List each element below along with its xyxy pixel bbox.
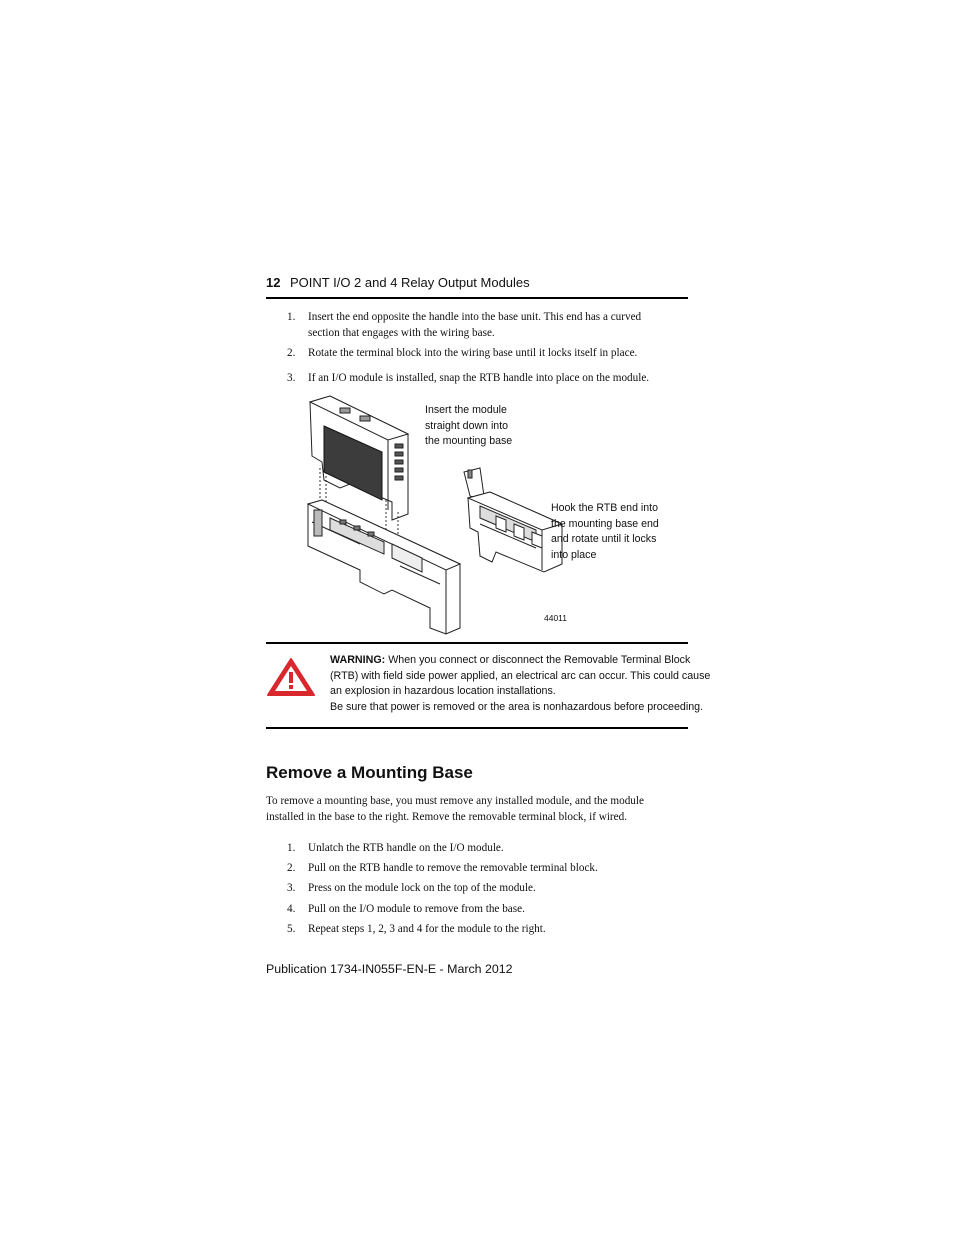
warning-line: (RTB) with field side power applied, an electrical arc can occur. This could cause <box>330 669 711 682</box>
running-header-title: POINT I/O 2 and 4 Relay Output Modules <box>290 275 530 290</box>
callout-line: Insert the module <box>425 404 507 416</box>
callout-line: straight down into <box>425 419 509 432</box>
step-number: 2. <box>287 862 296 874</box>
callout-insert-module <box>425 403 512 450</box>
warning-line: an explosion in hazardous location installations. <box>330 685 556 698</box>
step-text: Pull on the RTB handle to remove the removable terminal block. <box>308 862 598 874</box>
step-text: Pull on the I/O module to remove from the base. <box>308 903 525 915</box>
rtb-illustration <box>464 468 562 572</box>
callout-hook-rtb <box>551 501 659 563</box>
warning-bottom-rule <box>266 727 688 729</box>
callout-line: the mounting base <box>425 435 513 447</box>
step-text: Unlatch the RTB handle on the I/O module. <box>308 842 504 854</box>
callout-line: and rotate until it locks <box>551 533 657 545</box>
step-number: 3. <box>287 372 296 384</box>
step-text-line: Insert the end opposite the handle into the base unit. This end has a curved <box>308 311 642 323</box>
section-intro <box>266 793 644 825</box>
warning-line: Be sure that power is removed or the area is nonhazardous before proceeding. <box>330 701 704 714</box>
intro-line: To remove a mounting base, you must remove any installed module, and the module <box>266 795 644 807</box>
warning-line: When you connect or disconnect the Removable Terminal Block <box>385 654 691 666</box>
page-number: 12 <box>266 275 281 290</box>
step-text: If an I/O module is installed, snap the RTB handle into place on the module. <box>308 372 650 384</box>
step-text <box>308 309 668 341</box>
warning-text <box>330 653 710 716</box>
step-text: Repeat steps 1, 2, 3 and 4 for the module to the right. <box>308 923 546 935</box>
warning-top-rule <box>266 642 688 644</box>
intro-line: installed in the base to the right. Remove the removable terminal block, if wired. <box>266 811 628 823</box>
step-number: 3. <box>287 882 296 894</box>
step-number: 1. <box>287 842 296 854</box>
step-text-line: section that engages with the wiring base. <box>308 327 495 339</box>
step-number: 5. <box>287 923 296 935</box>
callout-line: into place <box>551 548 597 561</box>
mounting-base-illustration <box>308 500 460 634</box>
step-text: Press on the module lock on the top of the module. <box>308 882 536 894</box>
figure-id: 44011 <box>544 613 568 623</box>
callout-line: Hook the RTB end into <box>551 502 658 514</box>
warning-triangle-icon <box>266 657 316 697</box>
section-heading: Remove a Mounting Base <box>266 763 473 782</box>
step-number: 2. <box>287 347 296 359</box>
header-rule <box>266 297 688 299</box>
step-number: 1. <box>287 311 296 323</box>
warning-label: WARNING: <box>330 654 386 666</box>
callout-line: the mounting base end <box>551 517 659 530</box>
step-text: Rotate the terminal block into the wiring base until it locks itself in place. <box>308 347 638 359</box>
step-number: 4. <box>287 903 296 915</box>
publication-footer: Publication 1734-IN055F-EN-E - March 2012 <box>266 962 513 976</box>
